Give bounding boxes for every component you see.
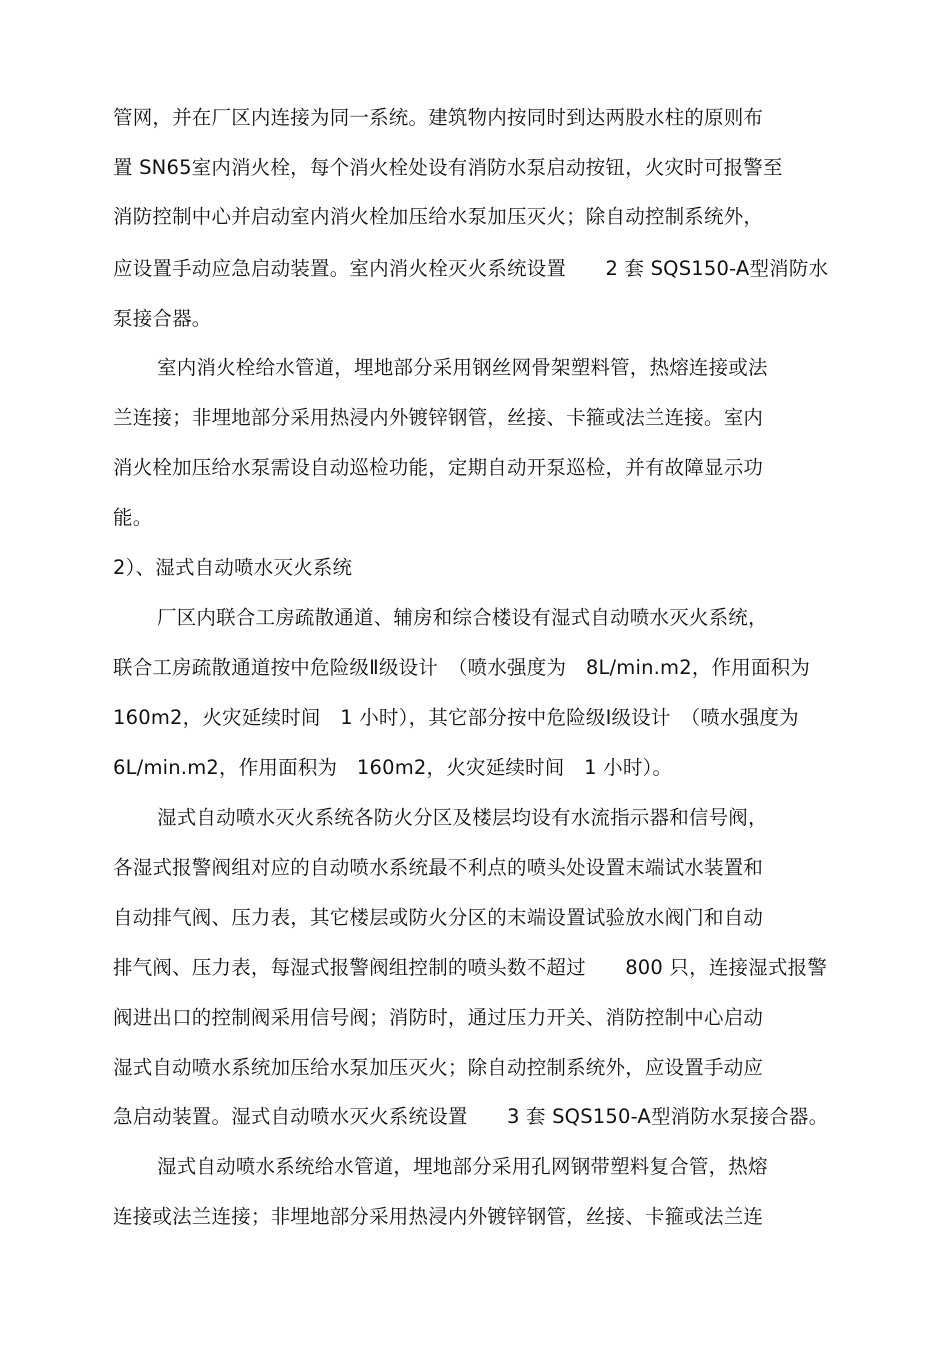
- text-line: 消火栓加压给水泵需设自动巡检功能，定期自动开泵巡检，并有故障显示功: [113, 456, 764, 479]
- text-line: 阀进出口的控制阀采用信号阀；消防时，通过压力开关、消防控制中心启动: [113, 1006, 764, 1029]
- text-line: 排气阀、压力表，每湿式报警阀组控制的喷头数不超过 800 只，连接湿式报警: [113, 956, 828, 979]
- text-line: 应设置手动应急启动装置。室内消火栓灭火系统设置 2 套 SQS150-A型消防水: [113, 257, 829, 280]
- text-line: 急启动装置。湿式自动喷水灭火系统设置 3 套 SQS150-A型消防水泵接合器。: [113, 1105, 829, 1128]
- text-line: 6L/min.m2，作用面积为 160m2，火灾延续时间 1 小时）。: [113, 756, 673, 779]
- text-line: 能。: [113, 506, 153, 529]
- text-line: 泵接合器。: [113, 307, 212, 330]
- section-heading: 2）、湿式自动喷水灭火系统: [113, 556, 353, 579]
- text-line: 兰连接；非埋地部分采用热浸内外镀锌钢管，丝接、卡箍或法兰连接。室内: [113, 406, 764, 429]
- paragraph-first-line: 室内消火栓给水管道，埋地部分采用钢丝网骨架塑料管，热熔连接或法: [157, 356, 768, 379]
- text-line: 湿式自动喷水系统加压给水泵加压灭火；除自动控制系统外，应设置手动应: [113, 1056, 764, 1079]
- text-line: 置 SN65室内消火栓，每个消火栓处设有消防水泵启动按钮，火灾时可报警至: [113, 156, 783, 179]
- text-line: 消防控制中心并启动室内消火栓加压给水泵加压灭火；除自动控制系统外，: [113, 205, 764, 228]
- text-line: 自动排气阀、压力表，其它楼层或防火分区的末端设置试验放水阀门和自动: [113, 906, 764, 929]
- text-line: 160m2，火灾延续时间 1 小时），其它部分按中危险级Ⅰ级设计 （喷水强度为: [113, 706, 799, 729]
- paragraph-first-line: 厂区内联合工房疏散通道、辅房和综合楼设有湿式自动喷水灭火系统，: [157, 606, 768, 629]
- paragraph-first-line: 湿式自动喷水系统给水管道，埋地部分采用孔网钢带塑料复合管，热熔: [157, 1155, 768, 1178]
- paragraph-first-line: 湿式自动喷水灭火系统各防火分区及楼层均设有水流指示器和信号阀，: [157, 806, 768, 829]
- text-line: 各湿式报警阀组对应的自动喷水系统最不利点的喷头处设置末端试水装置和: [113, 856, 764, 879]
- text-line: 连接或法兰连接；非埋地部分采用热浸内外镀锌钢管，丝接、卡箍或法兰连: [113, 1205, 764, 1228]
- text-line: 联合工房疏散通道按中危险级Ⅱ级设计 （喷水强度为 8L/min.m2，作用面积为: [113, 656, 811, 679]
- text-line: 管网，并在厂区内连接为同一系统。建筑物内按同时到达两股水柱的原则布: [113, 106, 764, 129]
